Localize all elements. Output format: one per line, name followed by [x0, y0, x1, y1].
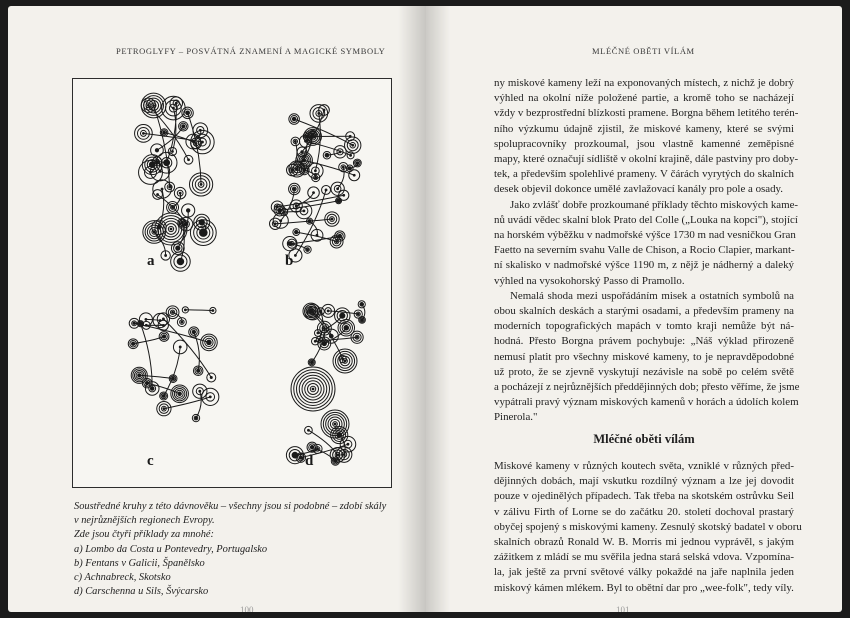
text-line: obyčej spojený s miskovými kameny. Zesnulý skotský badatel v oboru	[494, 520, 802, 533]
text-line: Miskové kameny v různých koutech světa, vzniklé v různých před-	[494, 460, 794, 472]
body-text-section	[494, 459, 802, 596]
petroglyph-figure	[72, 78, 392, 488]
text-line: už proto, že se zjevně vyskytují nezávisle na sobě po celém světě	[494, 365, 794, 378]
text-line: nů uvádí vědec skalní blok Prato del Colle („Louka na kopci"), stojící	[494, 213, 798, 226]
left-page	[8, 6, 426, 612]
right-page	[426, 6, 842, 612]
text-line: Faetto na severním svahu Valle de Chison, a Rocio Clapier, markant-	[494, 244, 795, 257]
caption-line: Zde jsou čtyři příklady za mnohé:	[74, 529, 214, 541]
panel-label-c: c	[147, 453, 154, 469]
caption-line: a) Lombo da Costa u Pontevedry, Portugalsko	[74, 543, 268, 555]
text-line: vypátrali pravý význam miskových kamenů v horách a údolích kolem	[494, 396, 799, 409]
text-line: a pocházejí z nejrůznějších předdějinných dob; přesto věříme, že jsme	[494, 381, 800, 394]
text-line: moderních topografických mapách v tomto kraji nemůže být ná-	[494, 320, 794, 333]
text-line: ny miskové kameny leží na exponovaných místech, z nichž je dobrý	[494, 77, 794, 89]
text-line: desek objevil dokonce umělé zavlažovací kanály pro pole a osady.	[494, 183, 783, 196]
body-text-top	[494, 76, 800, 426]
open-book	[8, 6, 842, 612]
left-folio: 100	[240, 605, 254, 612]
text-line: Pinerola."	[494, 411, 538, 424]
caption-line: d) Carschenna u Sils, Švýcarsko	[74, 586, 209, 598]
text-line: Jako zvlášť dobře prozkoumané příklady těchto miskových kame-	[510, 198, 799, 211]
text-line: hodná. Přesto Borgna právem pochybuje: „Náš výklad přirozeně	[494, 335, 794, 348]
right-running-head	[592, 46, 695, 56]
text-line: ního výzkumu údajně zjistil, že miskové kameny, které se svými	[494, 122, 794, 135]
text-line: spolupracovníky prozkoumal, jsou vlastně kamenné zeměpisné	[494, 137, 794, 150]
text-line: tek, a především spolehlivé prameny. V čárách vyrytých do skalních	[494, 168, 794, 181]
text-line: skalních obrazů Ronald W. B. Morris mi jednou vyprávěl, s jakým	[494, 536, 794, 549]
text-line: mapy, které označují sídliště v okolní krajině, dále pastviny pro doby-	[494, 153, 799, 166]
caption-line: b) Fentans v Galicii, Španělsko	[74, 557, 205, 569]
text-line: obou skalních deskách a starými osadami, a především prameny na	[494, 305, 794, 318]
text-line: dějinných dobách, mají vskutku rozdílný význam a lze jej dovodit	[494, 475, 794, 488]
text-line: ní skalisko v nadmořské výšce 1190 m, z nějž je nádherný a daleký	[494, 259, 794, 272]
section-title: Mléčné oběti vílám	[593, 432, 695, 446]
text-line: pouze v ojedinělých případech. Tak třeba na skotském ostrůvku Seil	[494, 490, 794, 503]
text-line: Nemalá shoda mezi uspořádáním misek a ostatních symbolů na	[510, 289, 794, 302]
right-folio: 101	[616, 605, 630, 612]
running-head-text: MLÉČNÉ OBĚTI VÍLÁM	[592, 46, 695, 56]
panel-label-b: b	[285, 253, 294, 269]
panel-label-d: d	[305, 453, 314, 469]
figure-caption	[74, 500, 404, 599]
panel-label-a: a	[147, 253, 155, 269]
text-line: v zálivu Firth of Lorne se do začátku 20. století dochoval prastarý	[494, 505, 794, 518]
petroglyph-illustration	[73, 79, 391, 487]
text-line: nemusí platit pro všechny miskové kameny, to je nepravděpodobné	[494, 350, 794, 363]
caption-line: Soustředné kruhy z této dávnověku – všechny jsou si podobné – zdobí skály	[74, 501, 387, 512]
left-running-head: PETROGLYFY – POSVÁTNÁ ZNAMENÍ A MAGICKÉ SYMBOLY	[116, 46, 386, 56]
text-line: miskový kámen mlékem. Byl to obětní dar pro „wee-folk", tedy víly.	[494, 581, 794, 594]
text-line: výhled na vysokohorský Passo di Pramollo.	[494, 274, 685, 287]
caption-line: c) Achnabreck, Skotsko	[74, 572, 171, 584]
text-line: vždy v bezprostřední blízkosti pramene. Borgna během letitého terén-	[494, 107, 799, 120]
text-line: na horském výběžku v nadmořské výšce 1730 m nad vesničkou Gran	[494, 229, 796, 242]
text-line: la, jak ještě za první světové války pokaždé na jaře naplnila jeden	[494, 566, 794, 579]
text-line: výhled na okolní níže položené partie, a kromě toho se nacházejí	[494, 92, 794, 105]
caption-line: v nejrůznějších regionech Evropy.	[74, 515, 215, 527]
text-line: zážitkem z mládí se mu svěřila jedna stará selská vdova. Vzpomína-	[494, 551, 794, 564]
